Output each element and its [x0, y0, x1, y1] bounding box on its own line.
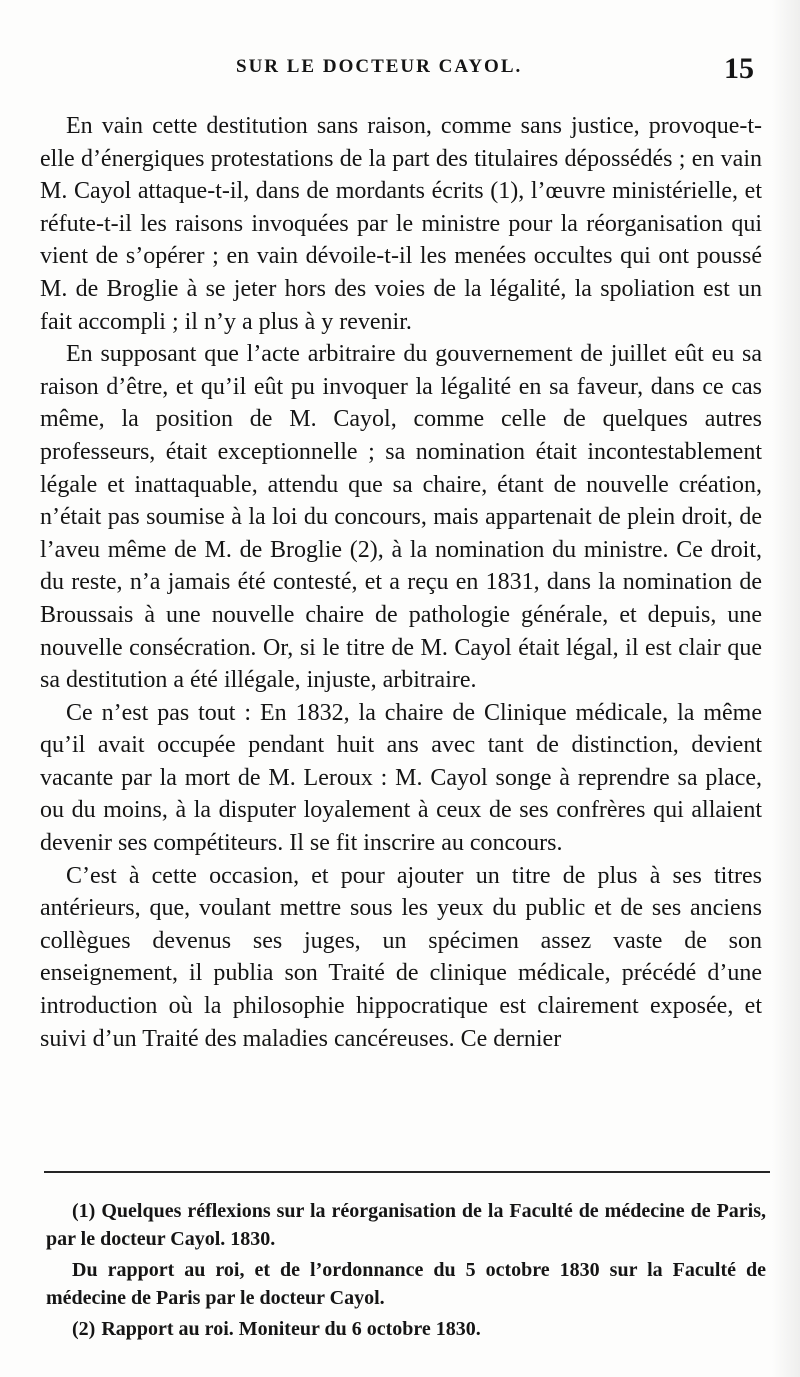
paragraph-2: En supposant que l’acte arbitraire du gouvernement de juillet eût eu sa raison d’être, et qu’il eût pu invoquer la légalité en sa faveur, dans ce cas même, la position de M. Cayol, comme celle de quelques autres professeurs, était exceptionnelle ; sa nomination était incontestablement légale et inattaquable, attendu que sa chaire, étant de nouvelle création, n’était pas soumise à la loi du concours, mais appartenait de plein droit, de l’aveu même de M. de Broglie (2), à la nomination du ministre. Ce droit, du reste, n’a jamais été contesté, et a reçu en 1831, dans la nomination de Broussais à une nouvelle chaire de pathologie générale, et depuis, une nouvelle consécration. Or, si le titre de M. Cayol était légal, il est clair que sa destitution a été illégale, injuste, arbitraire. [40, 341, 762, 694]
paragraph-3: Ce n’est pas tout : En 1832, la chaire de Clinique médicale, la même qu’il avait occupée pendant huit ans avec tant de distinction, devient vacante par la mort de M. Leroux : M. Cayol songe à reprendre sa place, ou du moins, à la disputer loyalement à ceux de ses confrères qui allaient devenir ses compétiteurs. Il se fit inscrire au concours. [40, 699, 762, 857]
footnote-1-continuation-text: Du rapport au roi, et de l’ordonnance du 5 octobre 1830 sur la Faculté de médecine de Paris par le docteur Cayol. [46, 1259, 766, 1309]
main-text [40, 110, 762, 1055]
footnote-divider [44, 1171, 770, 1173]
footnote-2-text: Rapport au roi. Moniteur du 6 octobre 1830. [101, 1318, 481, 1340]
paragraph-4: C’est à cette occasion, et pour ajouter un titre de plus à ses titres antérieurs, que, voulant mettre sous les yeux du public et de ses anciens collègues devenus ses juges, un spécimen assez vaste de son enseignement, il publia son Traité de clinique médicale, précédé d’une introduction où la philosophie hippocratique est clairement exposée, et suivi d’un Traité des maladies cancéreuses. Ce dernier [40, 862, 762, 1052]
footnote-1 [46, 1197, 766, 1253]
footnote-2 [46, 1315, 766, 1343]
footnote-1-text: Quelques réflexions sur la réorganisation de la Faculté de médecine de Paris, par le docteur Cayol. 1830. [46, 1200, 766, 1250]
footnotes [46, 1197, 766, 1346]
footnote-1-continuation [46, 1256, 766, 1312]
running-title: SUR LE DOCTEUR CAYOL. [236, 56, 523, 77]
footnote-2-marker: (2) [72, 1318, 96, 1340]
paragraph-1: En vain cette destitution sans raison, comme sans justice, provoque-t-elle d’énergiques protestations de la part des titulaires dépossédés ; en vain M. Cayol attaque-t-il, dans de mordants écrits (1), l’œuvre ministérielle, et réfute-t-il les raisons invoquées par le ministre pour la réorganisation qui vient de s’opérer ; en vain dévoile-t-il les menées occultes qui ont poussé M. de Broglie à se jeter hors des voies de la légalité, la spoliation est un fait accompli ; il n’y a plus à y revenir. [40, 113, 762, 335]
footnote-1-marker: (1) [72, 1200, 96, 1222]
page-number: 15 [724, 52, 754, 85]
